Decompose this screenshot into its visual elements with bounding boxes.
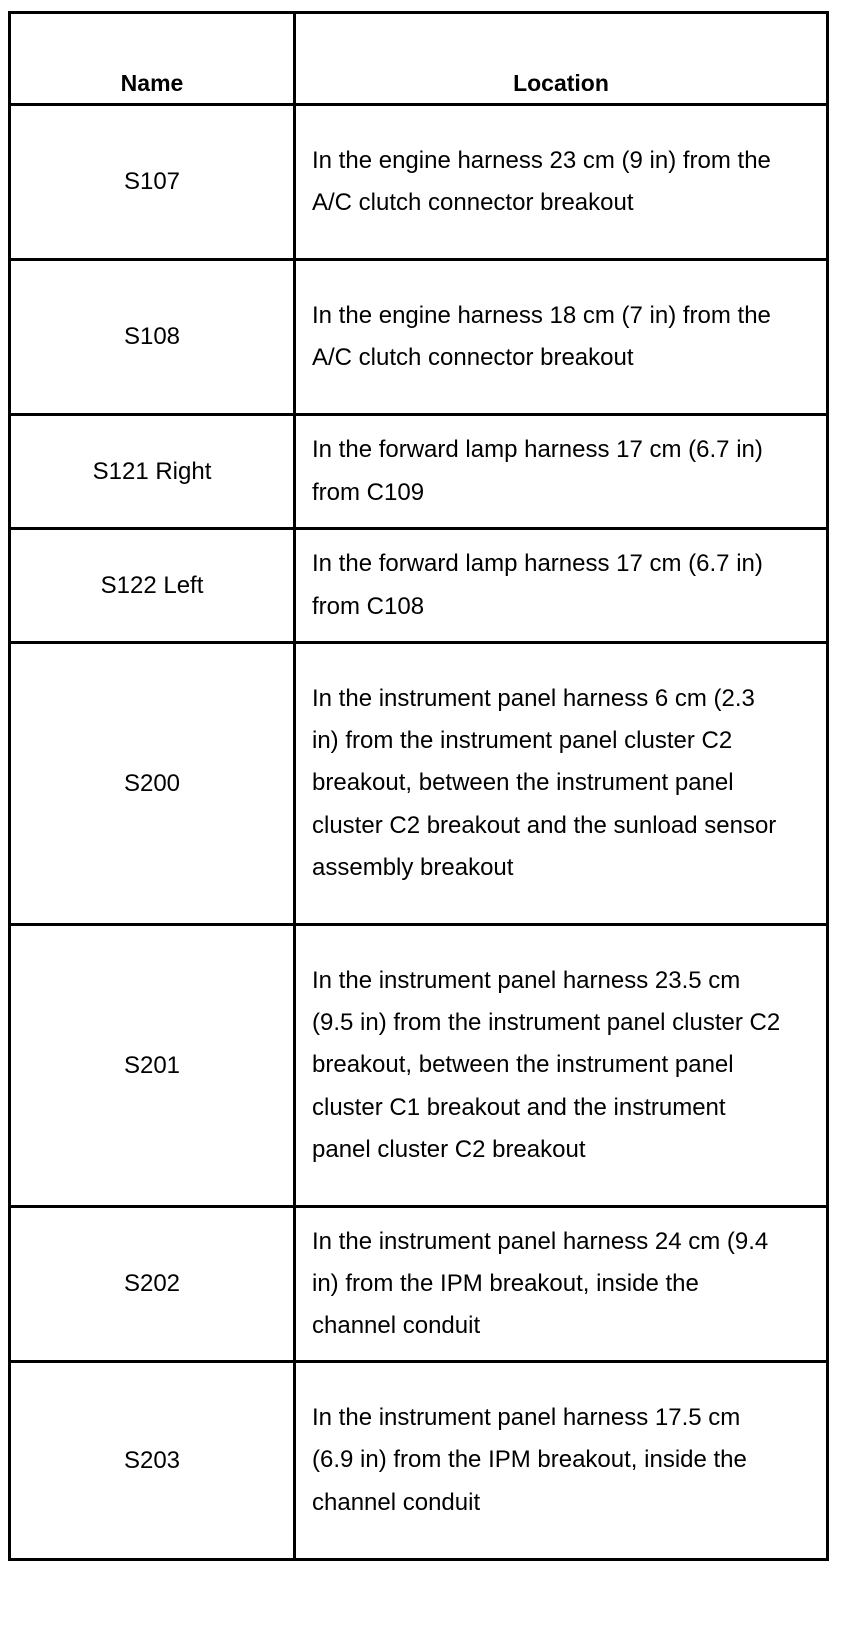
splice-location-cell: In the engine harness 18 cm (7 in) from the A/C clutch connector breakout bbox=[295, 260, 828, 415]
table-row bbox=[10, 925, 828, 1207]
table-row bbox=[10, 1362, 828, 1560]
column-header-location: Location bbox=[295, 13, 828, 105]
splice-name-cell: S107 bbox=[10, 105, 295, 260]
splice-name-cell: S202 bbox=[10, 1207, 295, 1362]
header-row bbox=[10, 13, 828, 105]
splice-location-cell: In the instrument panel harness 23.5 cm (9.5 in) from the instrument panel cluster C2 breakout, between the instrument panel cluster C1 breakout and the instrument panel cluster C2 breakout bbox=[295, 925, 828, 1207]
column-header-name: Name bbox=[10, 13, 295, 105]
splice-location-cell: In the engine harness 23 cm (9 in) from the A/C clutch connector breakout bbox=[295, 105, 828, 260]
table-row bbox=[10, 643, 828, 925]
splice-name-cell: S200 bbox=[10, 643, 295, 925]
table-row bbox=[10, 1207, 828, 1362]
splice-location-cell: In the forward lamp harness 17 cm (6.7 in) from C108 bbox=[295, 529, 828, 643]
table-row bbox=[10, 415, 828, 529]
splice-name-cell: S122 Left bbox=[10, 529, 295, 643]
splice-name-cell: S121 Right bbox=[10, 415, 295, 529]
table-row bbox=[10, 529, 828, 643]
splice-location-cell: In the instrument panel harness 6 cm (2.3 in) from the instrument panel cluster C2 breakout, between the instrument panel cluster C2 breakout and the sunload sensor assembly breakout bbox=[295, 643, 828, 925]
splice-name-cell: S108 bbox=[10, 260, 295, 415]
splice-location-cell: In the forward lamp harness 17 cm (6.7 in) from C109 bbox=[295, 415, 828, 529]
table-row bbox=[10, 105, 828, 260]
splice-location-cell: In the instrument panel harness 24 cm (9.4 in) from the IPM breakout, inside the channel conduit bbox=[295, 1207, 828, 1362]
splice-name-cell: S201 bbox=[10, 925, 295, 1207]
splice-location-table bbox=[8, 11, 829, 1561]
splice-location-cell: In the instrument panel harness 17.5 cm (6.9 in) from the IPM breakout, inside the channel conduit bbox=[295, 1362, 828, 1560]
table-row bbox=[10, 260, 828, 415]
splice-name-cell: S203 bbox=[10, 1362, 295, 1560]
